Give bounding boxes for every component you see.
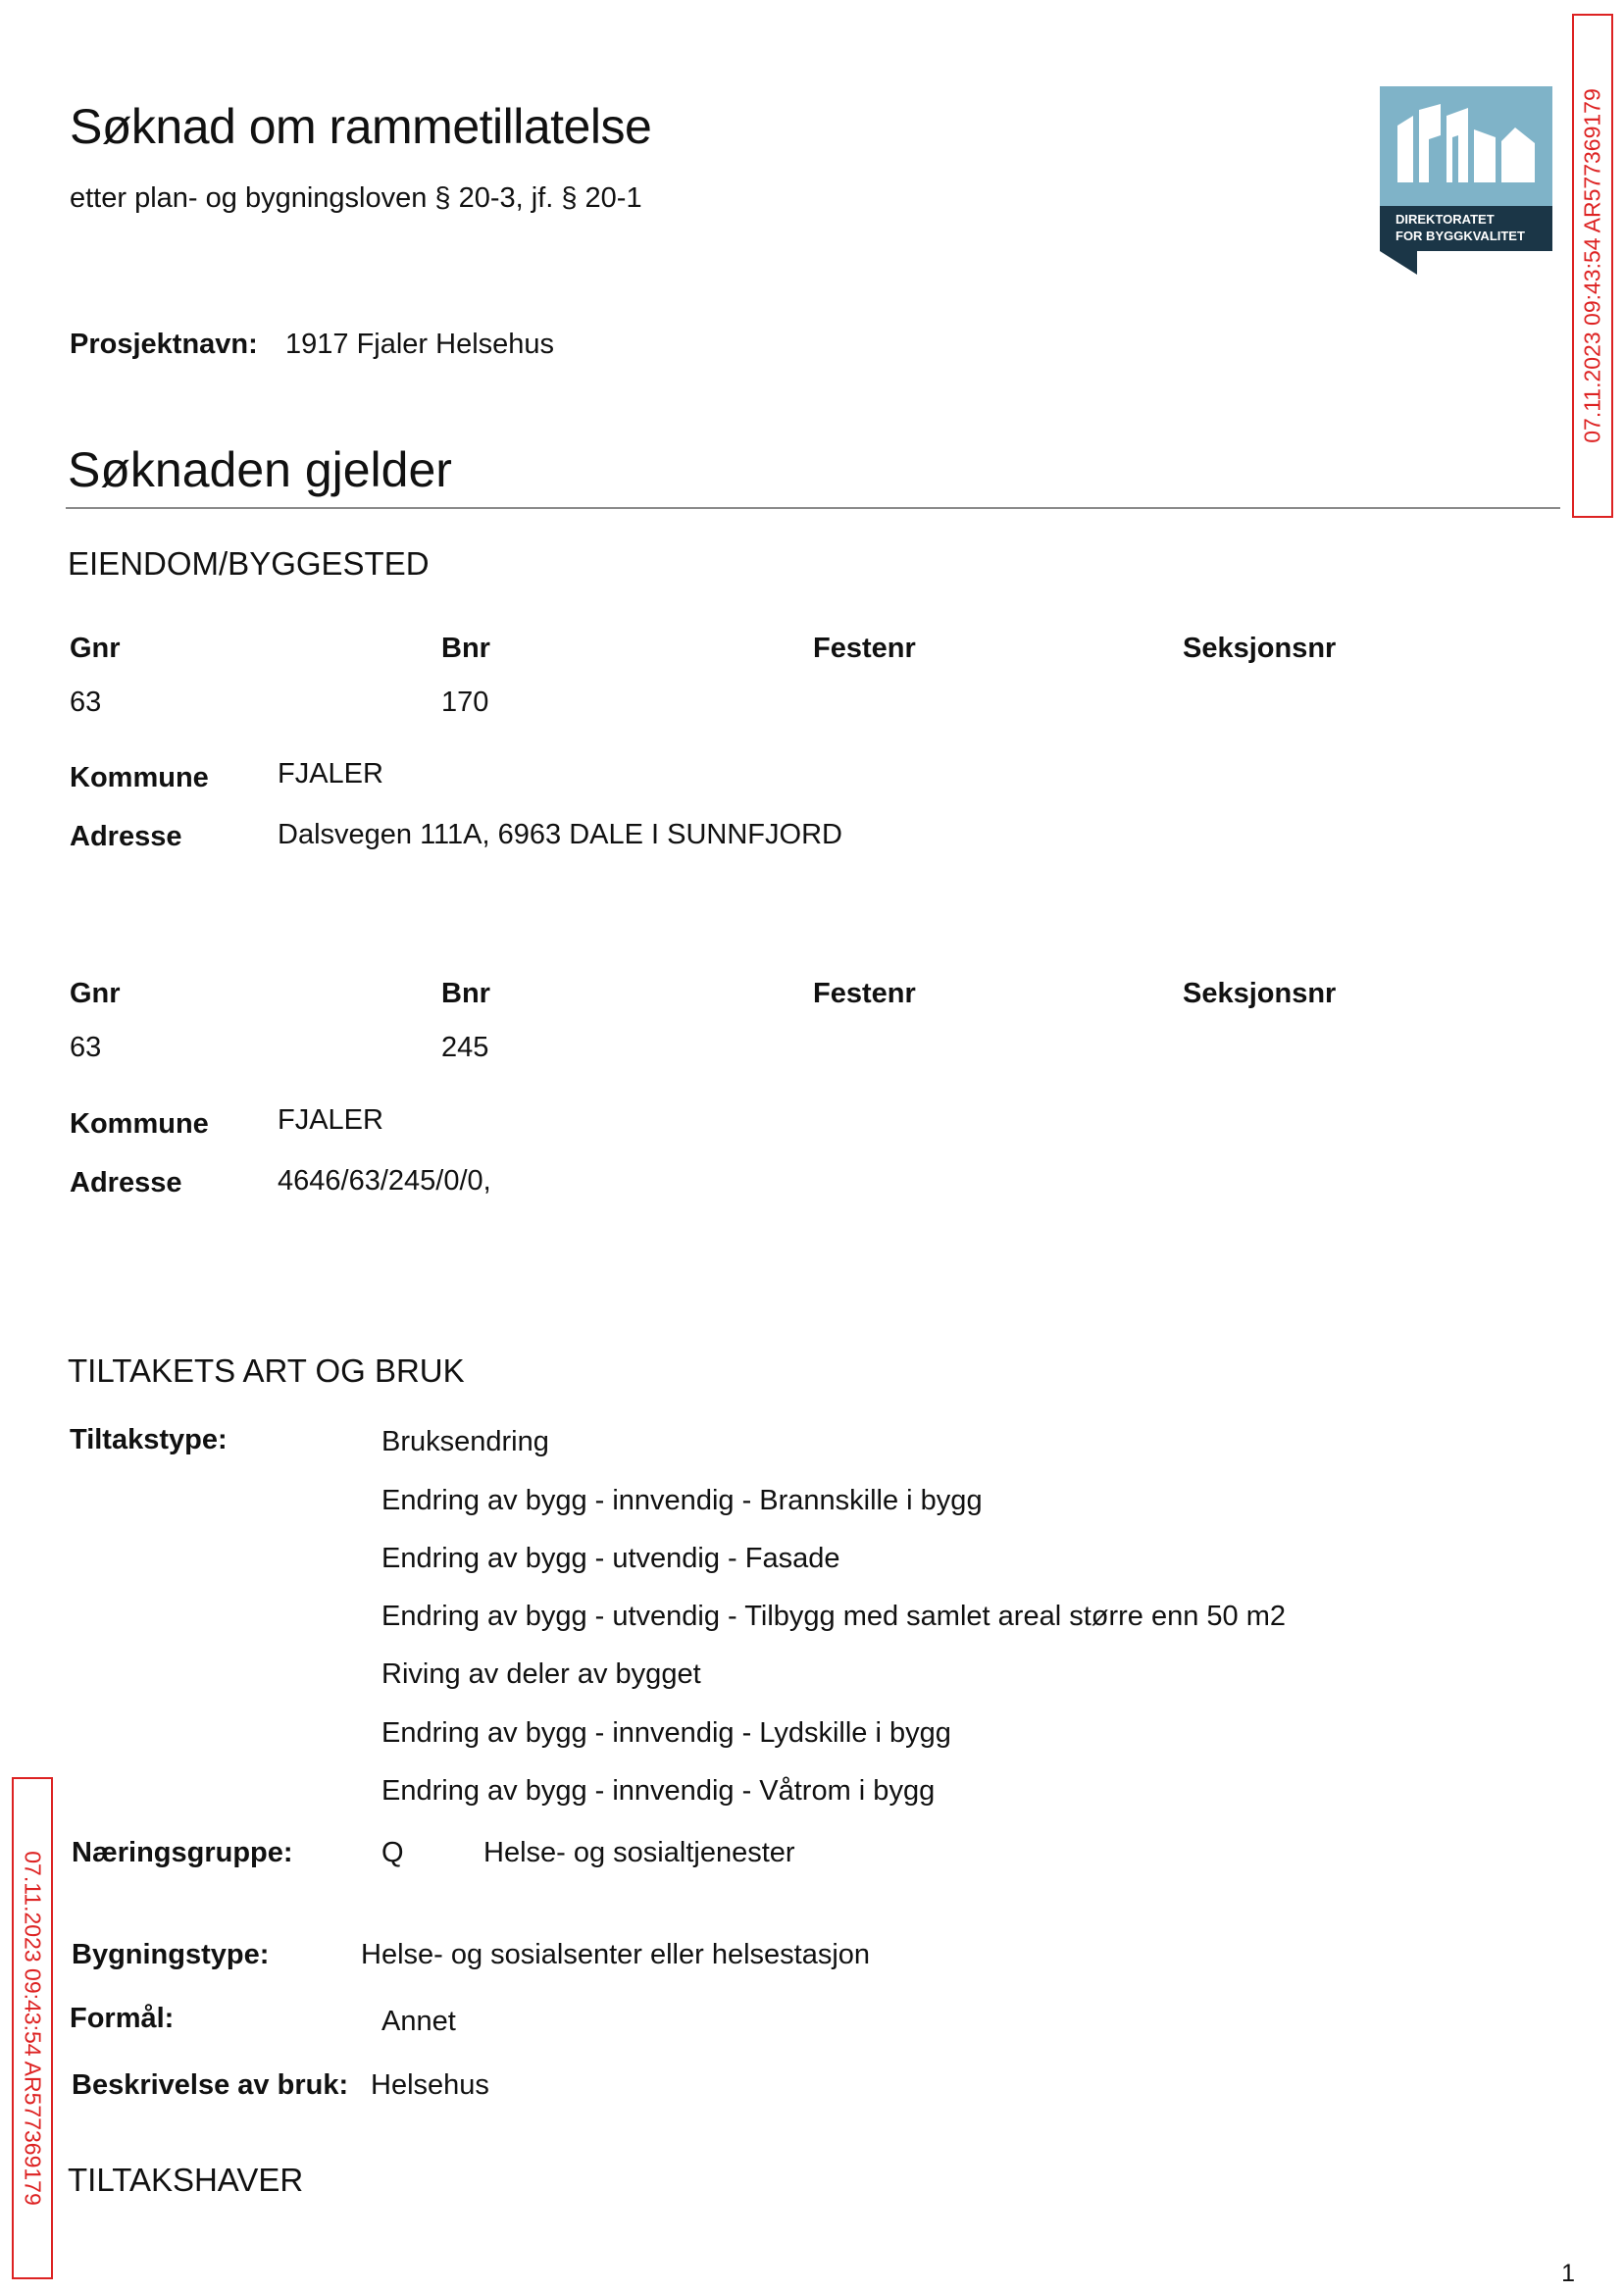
document-subtitle: etter plan- og bygningsloven § 20-3, jf. § 20-1 [70, 182, 642, 214]
formaal-label: Formål: [70, 2003, 175, 2034]
dibk-logo-icon [1380, 86, 1552, 275]
naeringsgruppe-value: Helse- og sosialtjenester [483, 1837, 795, 1868]
naeringsgruppe-code: Q [381, 1837, 404, 1868]
bnr-header: Bnr [441, 633, 490, 664]
project-name-value: 1917 Fjaler Helsehus [285, 329, 555, 360]
list-item: Endring av bygg - innvendig - Brannskille i bygg [381, 1485, 983, 1516]
bnr-value: 245 [441, 1032, 489, 1063]
adresse-label: Adresse [70, 821, 182, 852]
kommune-label: Kommune [70, 762, 209, 793]
bygningstype-label: Bygningstype: [72, 1939, 270, 1970]
seksjonsnr-header: Seksjonsnr [1183, 633, 1337, 664]
kommune-value: FJALER [278, 758, 383, 790]
kommune-value: FJALER [278, 1104, 383, 1136]
document-title: Søknad om rammetillatelse [70, 99, 652, 154]
list-item: Riving av deler av bygget [381, 1658, 701, 1690]
list-item: Endring av bygg - innvendig - Lydskille i bygg [381, 1717, 951, 1749]
gnr-header: Gnr [70, 633, 121, 664]
project-name-label: Prosjektnavn: [70, 329, 258, 360]
logo-text-line1: DIREKTORATET [1396, 212, 1495, 227]
timestamp-stamp-bottom [12, 1777, 53, 2279]
property-heading: EIENDOM/BYGGESTED [68, 545, 430, 582]
list-item: Bruksendring [381, 1426, 549, 1457]
formaal-value: Annet [381, 2006, 456, 2037]
list-item: Endring av bygg - innvendig - Våtrom i bygg [381, 1775, 936, 1807]
festenr-header: Festenr [813, 978, 916, 1009]
tiltakshaver-heading: TILTAKSHAVER [68, 2162, 304, 2198]
bnr-header: Bnr [441, 978, 490, 1009]
kommune-label: Kommune [70, 1108, 209, 1140]
section-heading: Søknaden gjelder [68, 442, 452, 497]
festenr-header: Festenr [813, 633, 916, 664]
bygningstype-value: Helse- og sosialsenter eller helsestasjon [361, 1939, 871, 1970]
list-item: Endring av bygg - utvendig - Fasade [381, 1543, 840, 1574]
list-item: Endring av bygg - utvendig - Tilbygg med samlet areal større enn 50 m2 [381, 1601, 1287, 1632]
naeringsgruppe-label: Næringsgruppe: [72, 1837, 293, 1868]
adresse-label: Adresse [70, 1167, 182, 1198]
stamp-text: 07.11.2023 09:43:54 AR577369179 [20, 1851, 46, 2206]
gnr-value: 63 [70, 1032, 102, 1063]
page-number: 1 [1561, 2260, 1575, 2287]
gnr-value: 63 [70, 687, 102, 718]
beskrivelse-value: Helsehus [371, 2069, 489, 2101]
seksjonsnr-header: Seksjonsnr [1183, 978, 1337, 1009]
bnr-value: 170 [441, 687, 489, 718]
gnr-header: Gnr [70, 978, 121, 1009]
adresse-value: 4646/63/245/0/0, [278, 1165, 491, 1197]
stamp-text: 07.11.2023 09:43:54 AR577369179 [1579, 88, 1605, 443]
section-divider [66, 507, 1560, 509]
tiltak-heading: TILTAKETS ART OG BRUK [68, 1352, 465, 1389]
tiltakstype-label: Tiltakstype: [70, 1424, 228, 1455]
adresse-value: Dalsvegen 111A, 6963 DALE I SUNNFJORD [278, 819, 842, 850]
beskrivelse-label: Beskrivelse av bruk: [72, 2069, 349, 2101]
timestamp-stamp-top [1572, 14, 1613, 518]
logo-text-line2: FOR BYGGKVALITET [1396, 229, 1525, 243]
